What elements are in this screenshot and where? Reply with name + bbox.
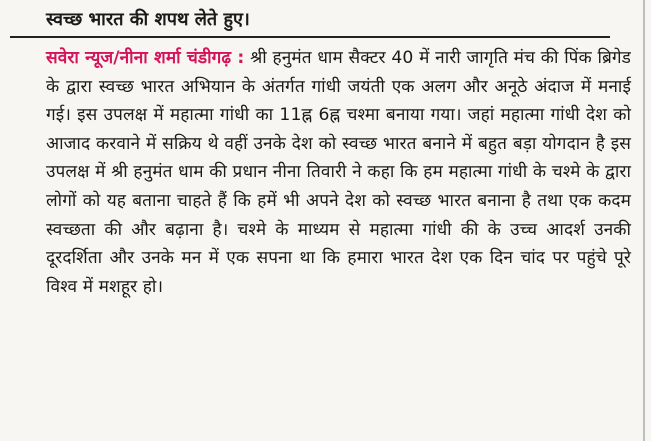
dateline: सवेरा न्यूज/नीना शर्मा चंडीगढ़ : xyxy=(46,48,245,68)
photo-caption: स्वच्छ भारत की शपथ लेते हुए। xyxy=(46,9,250,30)
article-body: श्री हनुमंत धाम सैक्टर 40 में नारी जागृति मंच की पिंक ब्रिगेड के द्वारा स्वच्छ भारत अभियान के अंतर्गत गांधी जयंती एक अलग और अनूठे अंदाज में मनाई गई। इस उपलक्ष में महात्मा गांधी का 11ह्न 6ह्न चश्मा बनाया गया। जहां महात्मा गांधी देश को आजाद करवाने में सक्रिय थे वहीं उनके देश को स्वच्छ भारत बनाने में बहुत बड़ा योगदान है इस उपलक्ष में श्री हनुमंत धाम की प्रधान नीना तिवारी ने कहा कि हम महात्मा गांधी के चश्मे के द्वारा लोगों को यह बताना चाहते हैं कि हमें भी अपने देश को स्वच्छ भारत बनाना है तथा एक कदम स्वच्छता की और बढ़ाना है। चश्मे के माध्यम से महात्मा गांधी की के उच्च आदर्श उनकी दूरदर्शिता और उनके मन में एक सपना था कि हमारा भारत देश एक दिन चांद पर पहुंचे पूरे विश्व में मशहूर हो। xyxy=(46,48,631,297)
column-rule xyxy=(643,0,645,441)
caption-divider xyxy=(10,36,610,38)
article-text xyxy=(46,44,631,301)
